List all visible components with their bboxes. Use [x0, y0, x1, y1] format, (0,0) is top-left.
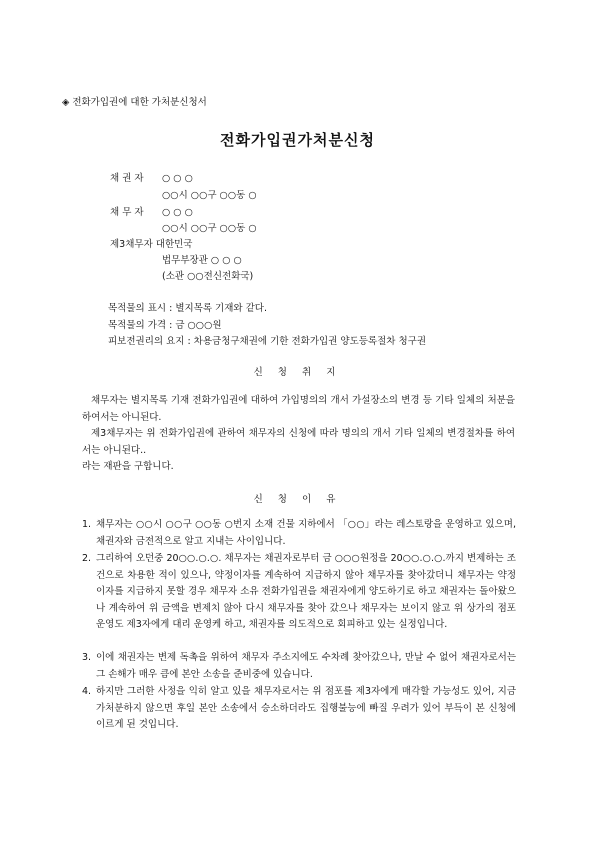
reason-number: 4.	[82, 686, 92, 697]
creditor-label: 채 권 자	[110, 173, 144, 184]
reason-item	[82, 517, 516, 550]
purpose-heading: 신 청 취 지	[253, 367, 342, 378]
object-description: 목적물의 표시 : 별지목록 기재와 같다.	[108, 303, 267, 314]
purpose-paragraph: 라는 재판을 구합니다.	[82, 461, 174, 472]
reason-text: 이에 채권자는 변제 독촉을 위하여 채무자 주소지에도 수차례 찾아갔으나, 만날 수 없어 채권자로서는 그 손해가 매우 큼에 본안 소송을 준비중에 있습니다.	[96, 652, 516, 680]
reason-text: 하지만 그러한 사정을 익히 알고 있을 채무자로서는 위 점포를 제3자에게 매각할 가능성도 있어, 지금 가처분하지 않으면 후일 본안 소송에서 승소하더라도 집행불능에 빠질 우려가 있어 부득이 본 신청에 이르게 된 것입니다.	[96, 686, 516, 730]
purpose-paragraph: 제3채무자는 위 전화가입권에 관하여 채무자의 신청에 따라 명의의 개서 기타 일체의 변경절차를 하여서는 아니된다..	[82, 428, 515, 456]
reasons-heading: 신 청 이 유	[253, 494, 342, 505]
reason-text: 그리하여 오던중 20○○.○.○. 채무자는 채권자로부터 금 ○○○원정을 20○○.○.○.까지 변제하는 조건으로 차용한 적이 있으나, 약정이자를 계속하여 지급하지 않아 채무자를 찾아갔더니 채무자는 약정이자를 지급하지 못할 경우 채무자 소유 전화가입권을 채권자에게 양도하기로 하고 채권자는 돌아왔으나 계속하여 위 금액을 변제치 않아 다시 채무자를 찾아 갔으나 채무자는 보이지 않고 위 상가의 점포 운영도 제3자에게 대리 운영케 하고, 채권자를 의도적으로 회피하고 있는 실정입니다.	[96, 553, 516, 630]
document-header: ◈ 전화가입권에 대한 가처분신청서	[62, 97, 207, 108]
creditor-name: ○ ○ ○	[162, 173, 193, 184]
purpose-body	[82, 393, 515, 476]
reason-number: 3.	[82, 652, 92, 663]
creditor-address: ○○시 ○○구 ○○동 ○	[162, 190, 257, 201]
third-debtor-representative: 법무부장관 ○ ○ ○	[162, 255, 242, 266]
reason-item	[82, 684, 516, 734]
reason-number: 1.	[82, 519, 92, 530]
debtor-address: ○○시 ○○구 ○○동 ○	[162, 223, 257, 234]
reason-item	[82, 551, 516, 634]
preserved-right-summary: 피보전권리의 요지 : 차용금청구채권에 기한 전화가입권 양도등록절차 청구권	[108, 336, 427, 347]
third-debtor-note: (소관 ○○전신전화국)	[162, 271, 254, 282]
document-title: 전화가입권가처분신청	[220, 131, 375, 149]
object-value: 목적물의 가격 : 금 ○○○원	[108, 320, 222, 331]
reason-item	[82, 650, 516, 683]
third-debtor-label: 제3채무자 대한민국	[110, 239, 193, 250]
debtor-name: ○ ○ ○	[162, 207, 193, 218]
reason-text: 채무자는 ○○시 ○○구 ○○동 ○번지 소재 건물 지하에서 「○○」라는 레스토랑을 운영하고 있으며, 채권자와 금전적으로 알고 지내는 사이입니다.	[96, 519, 516, 547]
debtor-label: 채 무 자	[110, 207, 144, 218]
reason-number: 2.	[82, 553, 92, 564]
purpose-paragraph: 채무자는 별지목록 기재 전화가입권에 대하여 가입명의의 개서 가설장소의 변경 등 기타 일체의 처분을 하여서는 아니된다.	[82, 395, 515, 423]
